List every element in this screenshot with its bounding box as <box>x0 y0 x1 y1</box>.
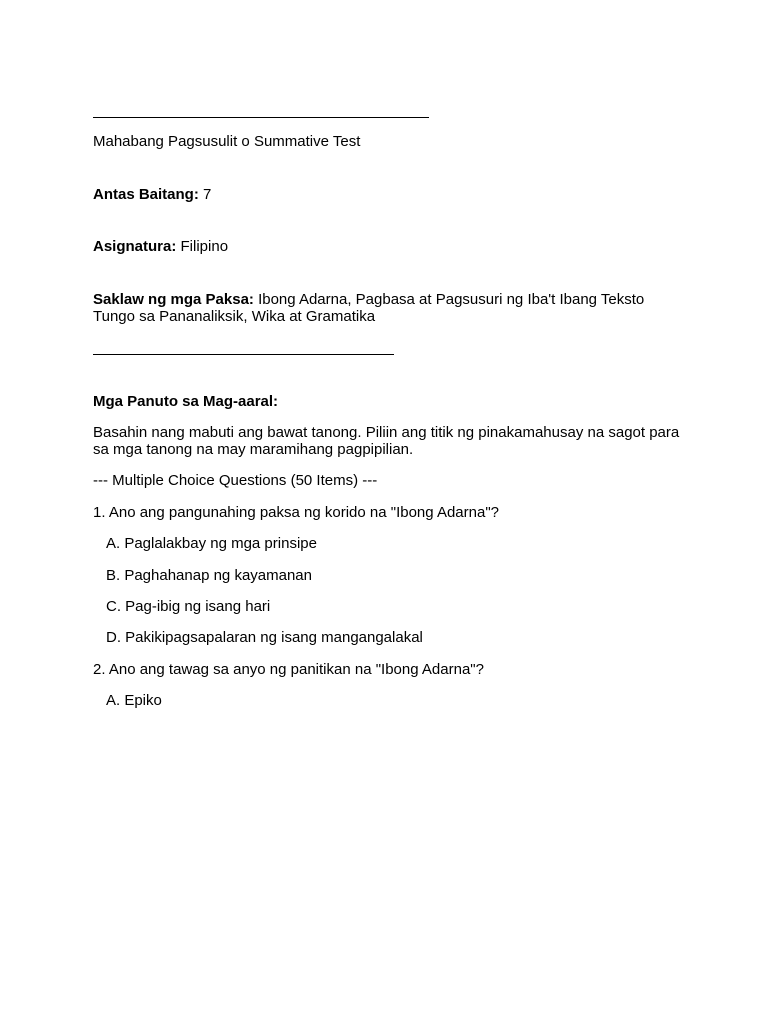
section-title: --- Multiple Choice Questions (50 Items) --- <box>93 472 378 489</box>
instructions-heading: Mga Panuto sa Mag-aaral: <box>93 393 279 410</box>
scope-label: Saklaw ng mga Paksa: <box>93 291 254 308</box>
question-1-option-c: C. Pag-ibig ng isang hari <box>106 598 271 615</box>
subject <box>93 238 228 255</box>
question-2-option-a: A. Epiko <box>106 692 162 709</box>
document-title: Mahabang Pagsusulit o Summative Test <box>93 133 361 150</box>
grade-value: 7 <box>203 186 212 203</box>
question-1-option-d: D. Pakikipagsapalaran ng isang mangangalakal <box>106 629 423 646</box>
instructions-body: Basahin nang mabuti ang bawat tanong. Piliin ang titik ng pinakamahusay na sagot para sa mga tanong na may maramihang pagpipilian. <box>93 424 680 458</box>
subject-value: Filipino <box>180 238 229 255</box>
topic-scope <box>93 291 683 325</box>
question-1-option-a: A. Paglalakbay ng mga prinsipe <box>106 535 317 552</box>
middle-divider <box>93 354 394 355</box>
grade-level <box>93 186 211 203</box>
grade-label: Antas Baitang: <box>93 186 199 203</box>
question-1-option-b: B. Paghahanap ng kayamanan <box>106 567 312 584</box>
question-2: 2. Ano ang tawag sa anyo ng panitikan na "Ibong Adarna"? <box>93 661 484 678</box>
top-divider <box>93 117 429 118</box>
scope-value: Ibong Adarna, Pagbasa at Pagsusuri ng Iba't Ibang Teksto Tungo sa Pananaliksik, Wika at Gramatika <box>93 291 645 325</box>
subject-label: Asignatura: <box>93 238 177 255</box>
question-1: 1. Ano ang pangunahing paksa ng korido na "Ibong Adarna"? <box>93 504 499 521</box>
